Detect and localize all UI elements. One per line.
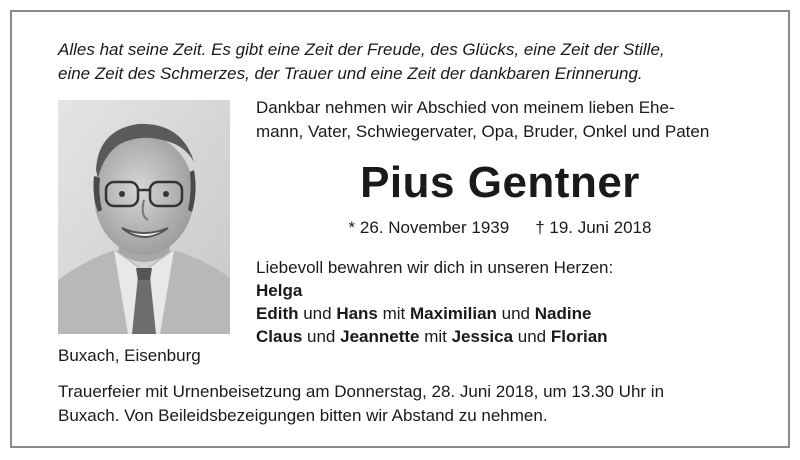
family-name: Maximilian [410,304,497,323]
family-name: Hans [336,304,378,323]
death-date: † 19. Juni 2018 [535,218,652,237]
family-name: Edith [256,304,299,323]
family-connector: und [496,304,535,323]
family-connector: und [513,327,551,346]
intro-quote [58,38,758,86]
family-connector: mit [377,304,410,323]
family-block [256,256,744,348]
farewell-line-1: Dankbar nehmen wir Abschied von meinem lieben Ehe- [256,98,675,117]
intro-line-2: eine Zeit des Schmerzes, der Trauer und eine Zeit der dankbaren Erinnerung. [58,64,643,83]
funeral-info [58,380,748,428]
life-dates [256,216,744,240]
deceased-name: Pius Gentner [360,158,640,207]
farewell-text [256,96,744,144]
portrait-image [58,100,230,334]
family-name: Nadine [534,304,592,323]
portrait-photo [58,100,230,334]
family-connector: mit [419,327,452,346]
family-name: Jessica [451,327,514,346]
family-intro: Liebevoll bewahren wir dich in unseren Herzen: [256,258,614,277]
family-connector: und [298,304,337,323]
funeral-line-1: Trauerfeier mit Urnenbeisetzung am Donnerstag, 28. Juni 2018, um 13.30 Uhr in [58,382,665,401]
family-row-3 [256,325,744,348]
birth-date: * 26. November 1939 [348,218,510,237]
family-row-2 [256,302,744,325]
family-name: Jeannette [340,327,420,346]
farewell-line-2: mann, Vater, Schwiegervater, Opa, Bruder, Onkel und Paten [256,122,710,141]
family-name: Florian [550,327,608,346]
family-name: Claus [256,327,303,346]
funeral-line-2: Buxach. Von Beileidsbezeigungen bitten wir Abstand zu nehmen. [58,406,548,425]
family-wife: Helga [256,281,303,300]
place-of-residence: Buxach, Eisenburg [58,346,201,365]
intro-line-1: Alles hat seine Zeit. Es gibt eine Zeit der Freude, des Glücks, eine Zeit der Stille, [58,40,665,59]
family-connector: und [302,327,341,346]
